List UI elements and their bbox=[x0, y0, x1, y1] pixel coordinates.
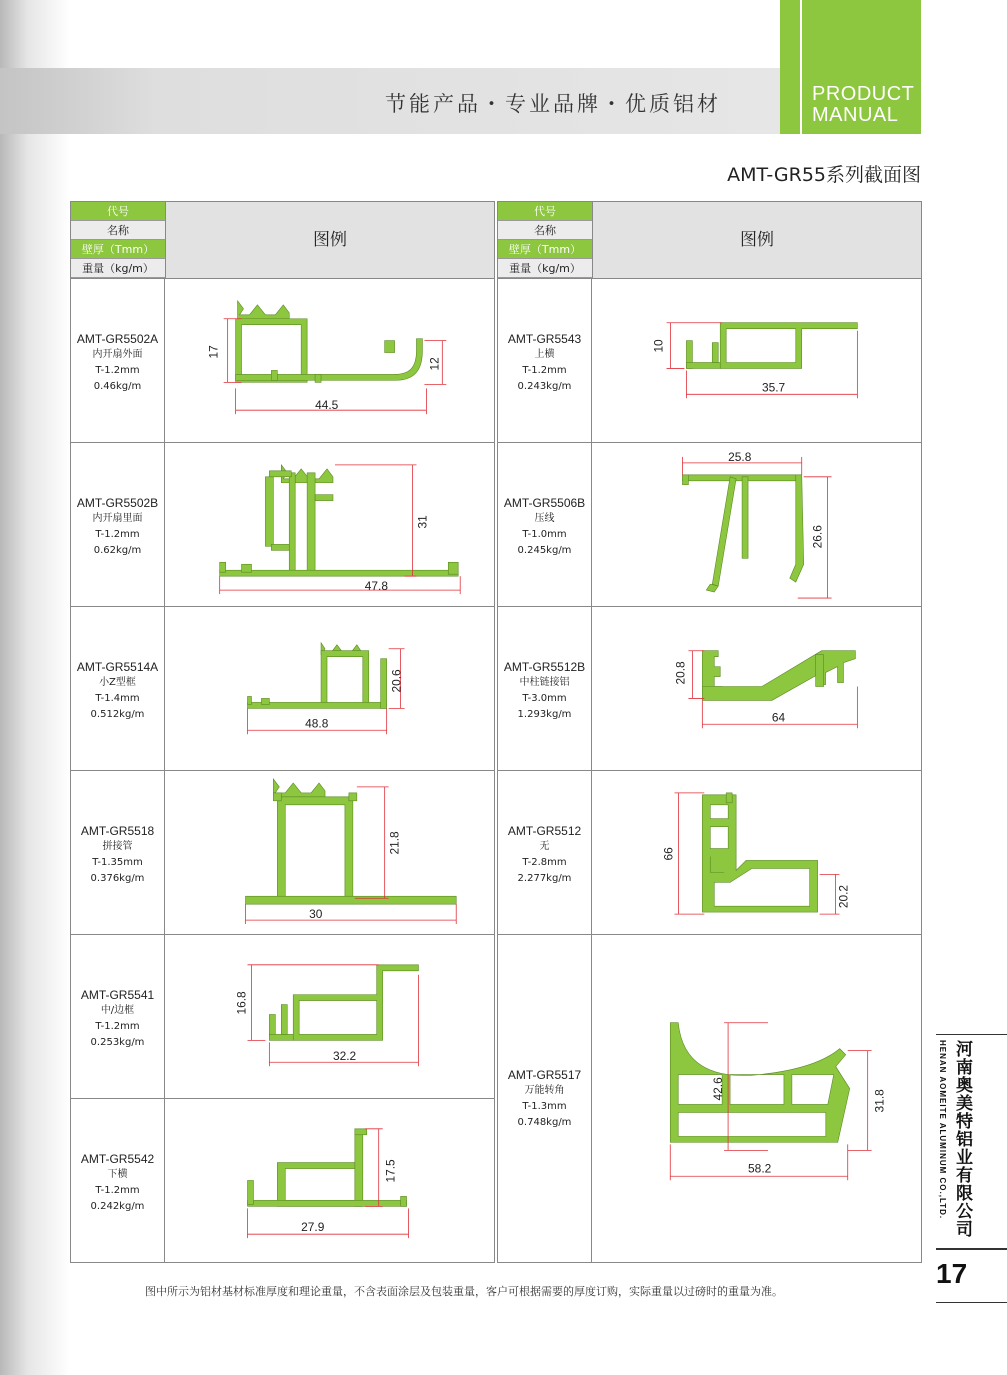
dim-label: 12 bbox=[427, 357, 442, 371]
row-code: AMT-GR5542 bbox=[80, 1152, 155, 1166]
header-legend: 图例 bbox=[165, 202, 494, 278]
dim-label: 47.8 bbox=[364, 579, 388, 594]
row-code: AMT-GR5543 bbox=[507, 332, 582, 346]
row-code: AMT-GR5541 bbox=[80, 988, 155, 1002]
row-name: 内开扇外面 bbox=[92, 349, 143, 360]
dim-label: 48.8 bbox=[305, 716, 329, 731]
row-thickness: T-1.0mm bbox=[522, 529, 567, 540]
row-name: 压线 bbox=[534, 513, 555, 524]
table-row bbox=[71, 442, 494, 606]
profile-drawing bbox=[165, 443, 494, 606]
product-manual-label bbox=[812, 84, 914, 126]
row-info bbox=[498, 935, 592, 1262]
row-weight: 0.245kg/m bbox=[517, 545, 572, 556]
row-thickness: T-1.2mm bbox=[95, 1021, 140, 1032]
dim-label: 66 bbox=[661, 847, 676, 861]
row-weight: 0.253kg/m bbox=[90, 1037, 145, 1048]
row-weight: 0.243kg/m bbox=[517, 381, 572, 392]
row-thickness: T-2.8mm bbox=[522, 857, 567, 868]
left-table bbox=[70, 201, 495, 1263]
row-name: 内开扇里面 bbox=[92, 513, 143, 524]
row-weight: 1.293kg/m bbox=[517, 709, 572, 720]
dim-label: 20.8 bbox=[673, 661, 688, 685]
product-manual-divider bbox=[800, 0, 802, 134]
header-code: 代号 bbox=[71, 202, 165, 221]
row-code: AMT-GR5512 bbox=[507, 824, 582, 838]
header-name: 名称 bbox=[498, 221, 592, 240]
dim-label: 31 bbox=[415, 515, 430, 529]
dim-label: 44.5 bbox=[315, 398, 339, 413]
right-table bbox=[497, 201, 922, 1263]
row-name: 中柱链接铝 bbox=[519, 677, 570, 688]
dim-label: 32.2 bbox=[332, 1049, 357, 1064]
row-thickness: T-1.2mm bbox=[95, 365, 140, 376]
table-row bbox=[498, 934, 921, 1262]
row-name: 无 bbox=[539, 841, 550, 852]
profile-drawing bbox=[165, 935, 494, 1098]
profile-drawing bbox=[165, 1099, 494, 1262]
page-number: 17 bbox=[936, 1258, 968, 1289]
dim-label: 64 bbox=[771, 710, 786, 725]
profile-drawing bbox=[592, 771, 921, 934]
row-info bbox=[498, 607, 592, 770]
row-code: AMT-GR5506B bbox=[503, 496, 586, 510]
row-thickness: T-1.2mm bbox=[95, 1185, 140, 1196]
row-weight: 2.277kg/m bbox=[517, 873, 572, 884]
row-code: AMT-GR5518 bbox=[80, 824, 155, 838]
table-row bbox=[498, 442, 921, 606]
row-name: 拼接管 bbox=[102, 841, 133, 852]
row-name: 小Z型框 bbox=[99, 677, 136, 688]
table-row bbox=[71, 278, 494, 442]
dim-label: 30 bbox=[309, 907, 323, 922]
row-code: AMT-GR5514A bbox=[76, 660, 159, 674]
row-weight: 0.62kg/m bbox=[93, 545, 142, 556]
dim-label: 20.2 bbox=[836, 884, 851, 909]
dim-label: 26.6 bbox=[810, 525, 825, 549]
row-info bbox=[71, 443, 165, 606]
row-weight: 0.46kg/m bbox=[93, 381, 142, 392]
table-row bbox=[498, 770, 921, 934]
page-edge-shadow bbox=[0, 0, 70, 1375]
dim-label: 17 bbox=[206, 345, 221, 359]
row-name: 万能转角 bbox=[524, 1085, 565, 1096]
header-legend: 图例 bbox=[592, 202, 921, 278]
dim-label: 27.9 bbox=[301, 1220, 325, 1235]
profile-drawing bbox=[592, 443, 921, 606]
dim-label: 21.8 bbox=[387, 831, 402, 855]
dim-label: 10 bbox=[651, 339, 666, 353]
row-thickness: T-1.2mm bbox=[95, 529, 140, 540]
table-row bbox=[498, 278, 921, 442]
company-name-cn: 河南奥美特铝业有限公司 bbox=[952, 1040, 972, 1238]
row-info bbox=[71, 1099, 165, 1262]
row-weight: 0.376kg/m bbox=[90, 873, 145, 884]
row-name: 上横 bbox=[534, 349, 555, 360]
profile-drawing bbox=[592, 607, 921, 770]
row-name: 中/边框 bbox=[100, 1005, 135, 1016]
dim-label: 16.8 bbox=[234, 991, 249, 1015]
dim-label: 25.8 bbox=[728, 449, 752, 464]
company-divider-top bbox=[936, 1034, 1007, 1035]
series-title: AMT-GR55系列截面图 bbox=[727, 164, 921, 186]
dim-label: 42.6 bbox=[711, 1077, 726, 1101]
profile-drawing bbox=[165, 607, 494, 770]
row-info bbox=[71, 279, 165, 442]
row-thickness: T-1.35mm bbox=[92, 857, 143, 868]
dim-label: 17.5 bbox=[383, 1159, 398, 1183]
row-weight: 0.512kg/m bbox=[90, 709, 145, 720]
row-code: AMT-GR5512B bbox=[503, 660, 586, 674]
table-row bbox=[498, 606, 921, 770]
profile-drawing bbox=[165, 279, 494, 442]
table-row bbox=[71, 934, 494, 1098]
product-manual-line2: MANUAL bbox=[812, 104, 899, 126]
row-info bbox=[498, 771, 592, 934]
table-row bbox=[71, 1098, 494, 1262]
row-info bbox=[71, 607, 165, 770]
row-info bbox=[71, 935, 165, 1098]
row-weight: 0.242kg/m bbox=[90, 1201, 145, 1212]
profile-drawing bbox=[592, 935, 921, 1262]
footer-note: 图中所示为铝材基材标准厚度和理论重量，不含表面涂层及包装重量，客户可根据需要的厚度订购，实际重量以过磅时的重量为准。 bbox=[145, 1285, 783, 1298]
company-divider-bottom bbox=[936, 1248, 1007, 1250]
header-thickness: 壁厚（Tmm） bbox=[498, 240, 592, 259]
dim-label: 35.7 bbox=[761, 380, 786, 395]
row-thickness: T-1.3mm bbox=[522, 1101, 567, 1112]
header-thickness: 壁厚（Tmm） bbox=[71, 240, 165, 259]
company-name-en: HENAN AOMEITE ALUMINUM CO.,LTD. bbox=[938, 1040, 947, 1220]
page-number-divider bbox=[936, 1302, 1007, 1303]
table-row bbox=[71, 770, 494, 934]
profile-drawing bbox=[592, 279, 921, 442]
row-code: AMT-GR5502A bbox=[76, 332, 159, 346]
header-weight: 重量（kg/m） bbox=[498, 259, 592, 278]
row-info bbox=[71, 771, 165, 934]
dim-label: 20.6 bbox=[389, 669, 404, 693]
header-weight: 重量（kg/m） bbox=[71, 259, 165, 278]
row-code: AMT-GR5517 bbox=[507, 1068, 582, 1082]
row-code: AMT-GR5502B bbox=[76, 496, 159, 510]
row-thickness: T-3.0mm bbox=[522, 693, 567, 704]
product-manual-line1: PRODUCT bbox=[812, 83, 915, 105]
profile-drawing bbox=[165, 771, 494, 934]
row-thickness: T-1.4mm bbox=[95, 693, 140, 704]
row-weight: 0.748kg/m bbox=[517, 1117, 572, 1128]
row-thickness: T-1.2mm bbox=[522, 365, 567, 376]
row-info bbox=[498, 279, 592, 442]
dim-label: 58.2 bbox=[748, 1161, 772, 1176]
slogan: 节能产品・专业品牌・优质铝材 bbox=[385, 92, 721, 116]
table-row bbox=[71, 606, 494, 770]
header-code: 代号 bbox=[498, 202, 592, 221]
header-name: 名称 bbox=[71, 221, 165, 240]
dim-label: 31.8 bbox=[872, 1089, 887, 1113]
row-info bbox=[498, 443, 592, 606]
row-name: 下横 bbox=[107, 1169, 128, 1180]
